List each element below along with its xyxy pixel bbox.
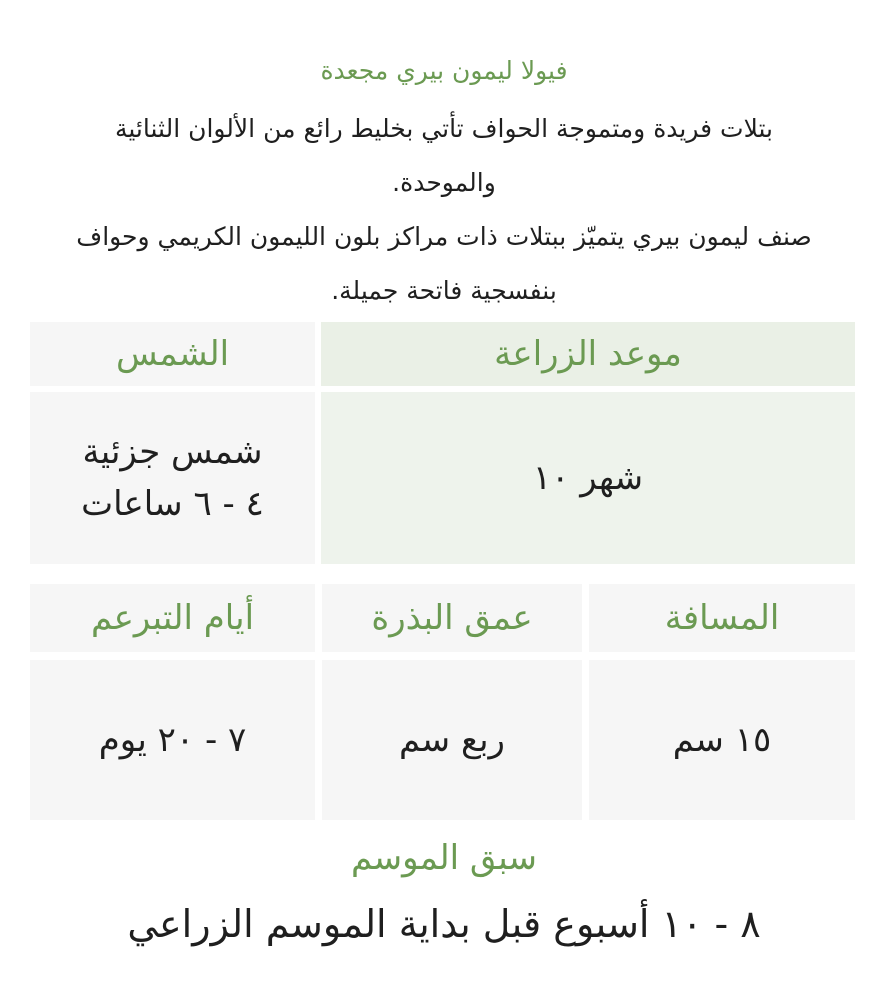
description-line-1: بتلات فريدة ومتموجة الحواف تأتي بخليط رائع من الألوان الثنائية والموحدة. bbox=[114, 114, 774, 197]
seed-depth-header: عمق البذرة bbox=[322, 584, 582, 652]
sun-header: الشمس bbox=[30, 322, 315, 386]
product-title: فيولا ليمون بيري مجعدة bbox=[320, 56, 568, 85]
spacing-header: المسافة bbox=[589, 584, 855, 652]
description-line-2: صنف ليمون بيري يتميّز ببتلات ذات مراكز بلون الليمون الكريمي وحواف بنفسجية فاتحة جميلة. bbox=[76, 222, 812, 305]
planting-time-value: شهر ١٠ bbox=[321, 392, 855, 564]
sun-value-line-2: ٤ - ٦ ساعات bbox=[81, 484, 264, 524]
sun-value-line-1: شمس جزئية bbox=[82, 432, 263, 472]
germination-days-header: أيام التبرعم bbox=[30, 584, 315, 652]
planting-time-header: موعد الزراعة bbox=[321, 322, 855, 386]
germination-days-value: ٧ - ٢٠ يوم bbox=[30, 660, 315, 820]
season-lead-value: ٨ - ١٠ أسبوع قبل بداية الموسم الزراعي bbox=[127, 902, 761, 946]
season-lead-title: سبق الموسم bbox=[350, 838, 538, 878]
spacing-value: ١٥ سم bbox=[589, 660, 855, 820]
sun-value bbox=[30, 392, 315, 564]
seed-depth-value: ربع سم bbox=[322, 660, 582, 820]
